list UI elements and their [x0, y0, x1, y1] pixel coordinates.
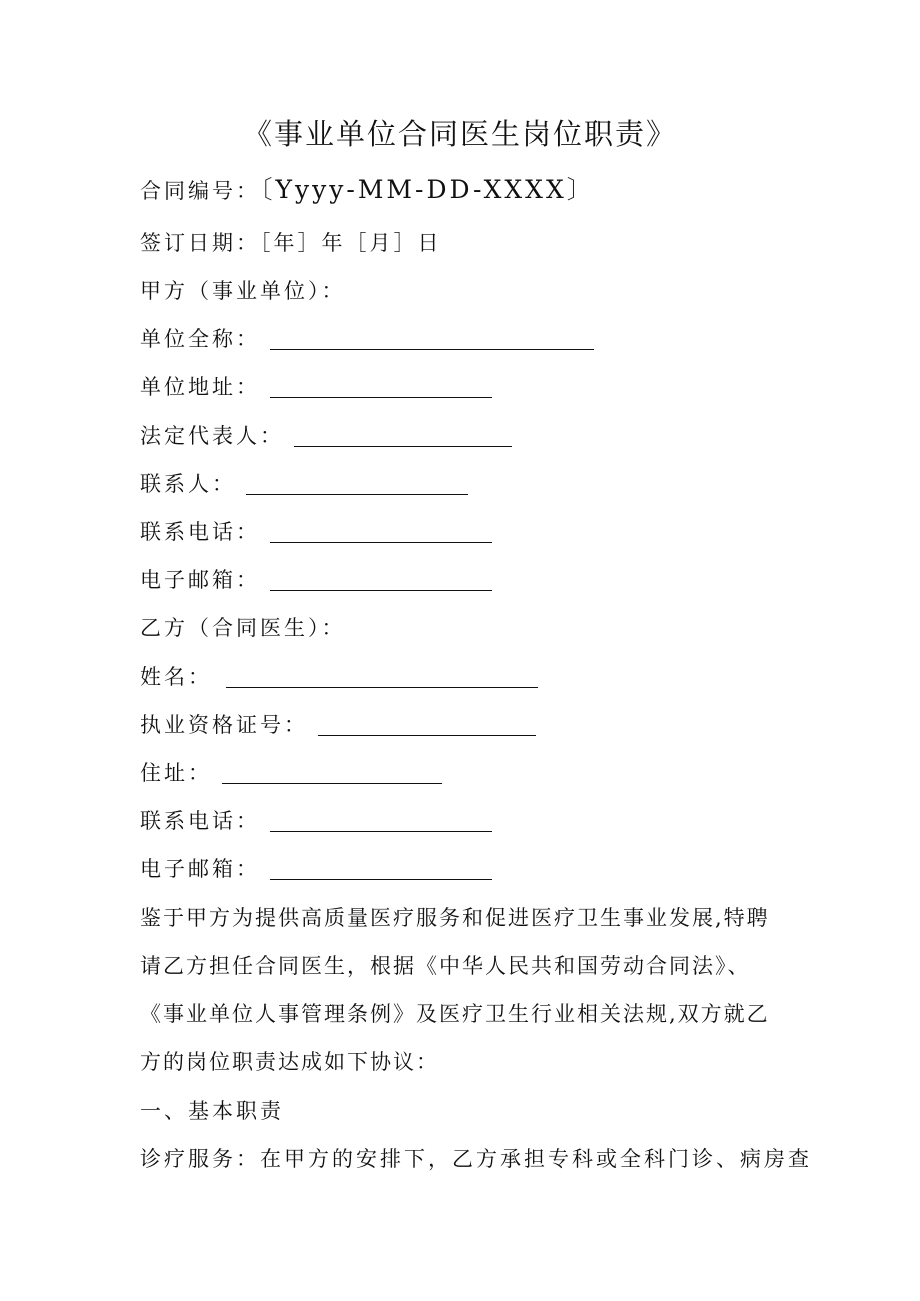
field-label: 姓名： — [140, 665, 212, 689]
field-label: 单位地址： — [140, 375, 260, 399]
party-b-phone-field — [140, 805, 492, 837]
preamble-line: 《事业单位人事管理条例》及医疗卫生行业相关法规,双方就乙 — [140, 1002, 770, 1026]
preamble-paragraph — [140, 894, 790, 1086]
field-label: 联系电话： — [140, 809, 260, 833]
party-b-address-field — [140, 757, 442, 789]
fill-in-blank — [294, 422, 512, 447]
party-a-email-field — [140, 564, 492, 596]
field-label: 电子邮箱： — [140, 857, 260, 881]
fill-in-blank — [270, 325, 594, 350]
contract-number-label: 合同编号： — [140, 179, 260, 203]
party-a-legal-rep-field — [140, 420, 512, 452]
document-title: 《事业单位合同医生岗位职责》 — [242, 117, 677, 151]
fill-in-blank — [222, 759, 442, 784]
field-label: 联系电话： — [140, 520, 260, 544]
contract-number-value: 〔Yyyy-MM-DD-XXXX〕 — [260, 175, 595, 204]
fill-in-blank — [270, 855, 492, 880]
preamble-line: 请乙方担任合同医生，根据《中华人民共和国劳动合同法》、 — [140, 954, 751, 978]
fill-in-blank — [270, 373, 492, 398]
field-label: 联系人： — [140, 472, 236, 496]
fill-in-blank — [246, 470, 468, 495]
party-a-heading: 甲方（事业单位）： — [140, 279, 346, 303]
fill-in-blank — [270, 518, 492, 543]
field-label: 住址： — [140, 761, 212, 785]
party-a-contact-field — [140, 468, 468, 500]
party-a-address-field — [140, 371, 492, 403]
party-a-phone-field — [140, 516, 492, 548]
party-b-name-field — [140, 661, 538, 693]
fill-in-blank — [270, 807, 492, 832]
contract-number-line — [140, 174, 595, 207]
field-label: 法定代表人： — [140, 424, 284, 448]
field-label: 单位全称： — [140, 327, 260, 351]
section-1-heading: 一、基本职责 — [140, 1099, 284, 1123]
party-b-email-field — [140, 853, 492, 885]
fill-in-blank — [226, 663, 538, 688]
field-label: 电子邮箱： — [140, 568, 260, 592]
fill-in-blank — [270, 566, 492, 591]
clause-1-text: 诊疗服务：在甲方的安排下，乙方承担专科或全科门诊、病房查 — [140, 1147, 812, 1171]
sign-date-line: 签订日期：［年］年［月］日 — [140, 231, 442, 255]
preamble-line: 鉴于甲方为提供高质量医疗服务和促进医疗卫生事业发展,特聘 — [140, 906, 770, 930]
party-b-heading: 乙方（合同医生）： — [140, 616, 346, 640]
preamble-line: 方的岗位职责达成如下协议： — [140, 1050, 439, 1074]
fill-in-blank — [318, 711, 536, 736]
party-b-license-field — [140, 709, 536, 741]
party-a-full-name-field — [140, 323, 594, 355]
field-label: 执业资格证号： — [140, 713, 308, 737]
